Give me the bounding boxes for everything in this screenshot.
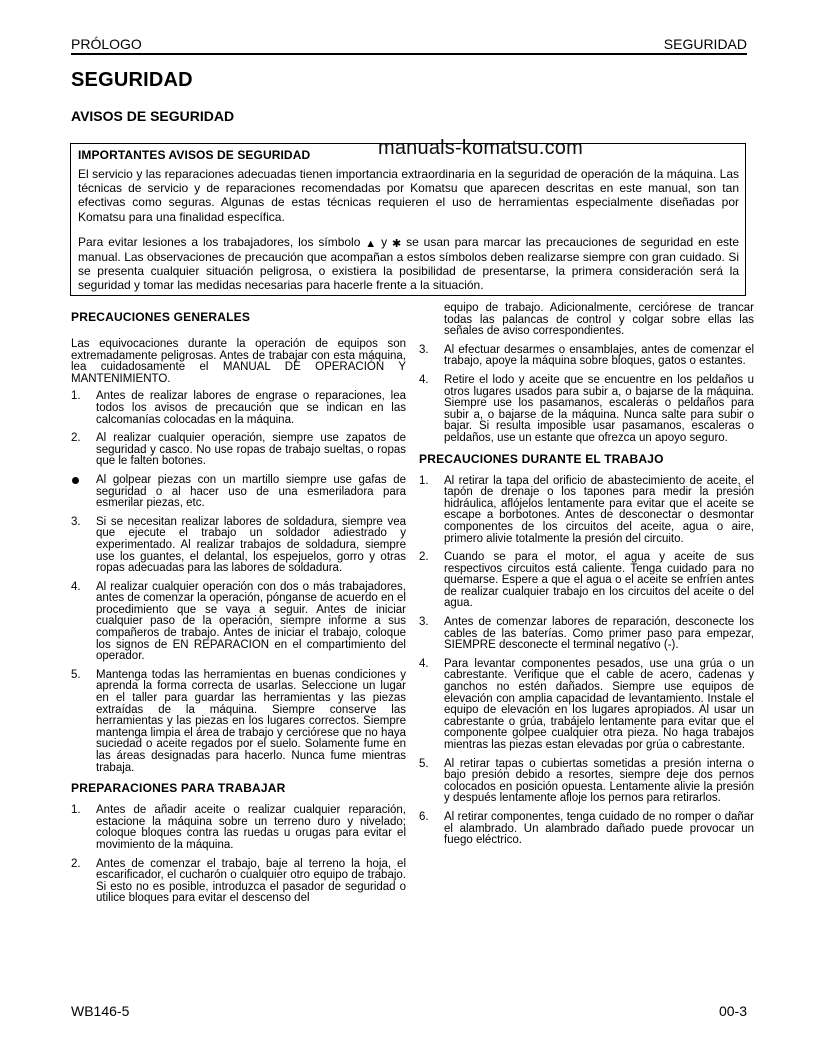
item-text: Al retirar tapas o cubiertas sometidas a presión interna o bajo presión debido a resortes, siempre deje dos pernos colocados en posición opuesta. Lentamente alivie la presión y después lentamente afloje los pernos para retirarlos. [444, 757, 754, 805]
notice-text: y [376, 234, 392, 249]
notice-text: se usan para marcar las precauciones de seguridad en este manual. Las observaciones de precaución que acompañan a estos símbolos deben realizarse siempre con gran cuidado. Si se presenta cualquier situación peligrosa, o existiera la posibilidad de presentarse, la primera consideración será la seguridad y tomar las medidas necesarias para hacerle frente a la situación. [78, 234, 739, 293]
page-subtitle: AVISOS DE SEGURIDAD [71, 108, 235, 124]
list-item [419, 476, 754, 546]
item-number: 3. [419, 343, 429, 356]
item-number: 5. [419, 757, 429, 770]
watermark: manuals-komatsu.com [378, 137, 583, 159]
caution-star-icon: ✱ [391, 237, 402, 250]
header-section: PRÓLOGO [71, 36, 142, 52]
list-item [419, 759, 754, 805]
right-column [419, 303, 754, 854]
item-text: Mantenga todas las herramientas en buenas condiciones y aprenda la forma correcta de usarlas. Seleccione un lugar en el taller para guardar las herramientas y las piezas extraídas de la máquina. Siempre conserve las herramientas y las piezas en los lugares correctos. Siempre mantenga limpia el área de trabajo y cerciórese que no haya suciedad o aceite regados por el suelo. Solamente fume en las áreas designadas para hacerlo. Nunca fume mientras trabaja. [96, 668, 406, 774]
page-footer [71, 1003, 747, 1019]
notice-title: IMPORTANTES AVISOS DE SEGURIDAD [78, 148, 311, 162]
warning-triangle-icon: ▲ [365, 237, 377, 250]
item-text: Al golpear piezas con un martillo siempre use gafas de seguridad o al hacer uso de una esmeriladora para esmerilar piezas, etc. [96, 473, 406, 510]
item-text: Al efectuar desarmes o ensamblajes, antes de comenzar el trabajo, apoye la máquina sobre bloques, gatos o estantes. [444, 343, 754, 368]
header-topic: SEGURIDAD [663, 36, 747, 52]
list-item [71, 391, 406, 426]
item-text: Antes de añadir aceite o realizar cualquier reparación, estacione la máquina sobre un terreno duro y nivelado; coloque bloques contra las ruedas u orugas para evitar el movimiento de la máquina. [96, 804, 406, 851]
item-text: Cuando se para el motor, el agua y aceite de sus respectivos circuitos está caliente. Tenga cuidado para no quemarse. Espere a que el agua o el aceite se enfríen antes de realizar cualquier trabajo en los circuitos del aceite o del agua. [444, 551, 754, 610]
item-number: 4. [419, 373, 429, 386]
item-number: 5. [71, 668, 81, 681]
list-item [71, 517, 406, 575]
item-text: Antes de comenzar el trabajo, baje al terreno la hoja, el escarificador, el cucharón o cualquier otro equipo de trabajo. Si esto no es posible, introduzca el pasador de seguridad o utilice bloques para evitar el descenso del [96, 857, 406, 905]
list-item [71, 475, 406, 510]
item-number: 3. [419, 616, 429, 629]
model-code: WB146-5 [71, 1003, 130, 1019]
important-safety-notice-box [70, 143, 746, 296]
item-continuation: equipo de trabajo. Adicionalmente, cerciórese de trancar todas las palancas de control y colgar sobre ellas las señales de aviso correspondientes. [444, 302, 754, 338]
list-item [71, 433, 406, 468]
item-number: 1. [419, 474, 429, 487]
item-text: Si se necesitan realizar labores de soldadura, siempre vea que ejecute el trabajo un soldador adiestrado y experimentado. Al realizar trabajos de soldadura, siempre use los guantes, el delantal, los espejuelos, gorro y otras ropas adecuadas para las labores de soldadura. [96, 515, 406, 575]
item-number: 1. [71, 804, 81, 817]
left-column [71, 310, 406, 912]
item-number: 6. [419, 810, 429, 823]
list-item [419, 375, 754, 445]
notice-paragraph-2 [78, 235, 739, 293]
item-text: Para levantar componentes pesados, use una grúa o un cabrestante. Verifique que el cable de acero, cadenas y ganchos no estén dañados. Siempre use equipos de elevación con amplia capacidad de levantamiento. Instale el equipo de elevación en los lugares apropiados. Al usar un cabrestante o grúa, trabájelo lentamente para evitar que el componente golpee cualquier otra pieza. No haga trabajos mientras las piezas estan elevadas por grúa o cabrestante. [444, 657, 754, 751]
item-text: Retire el lodo y aceite que se encuentre en los peldaños u otros lugares usados para subir a, o bajarse de la máquina. Siempre use los pasamanos, escaleras o peldaños para subir a, o bajarse de la máquina. Nunca salte para subir o bajar. Si resulta imposible usar pasamanos, escaleras o peldaños, use un estante que ofrezca un apoyo seguro. [444, 373, 754, 444]
list-item [71, 582, 406, 663]
item-number: 2. [71, 432, 81, 445]
list-item [71, 670, 406, 774]
section-heading-during-work: PRECAUCIONES DURANTE EL TRABAJO [419, 451, 664, 466]
item-number: 3. [71, 515, 81, 528]
list-item [419, 617, 754, 652]
item-text: Antes de comenzar labores de reparación, desconecte los cables de las baterías. Como primer paso para empezar, SIEMPRE desconecte el terminal negativo (-). [444, 616, 754, 652]
page-header [71, 35, 747, 55]
section-heading-preparations: PREPARACIONES PARA TRABAJAR [71, 781, 286, 796]
notice-text: Para evitar lesiones a los trabajadores, los símbolo [78, 234, 366, 249]
item-number: 1. [71, 390, 81, 403]
list-item [419, 552, 754, 610]
item-number: 2. [71, 857, 81, 870]
list-item [419, 345, 754, 368]
item-number: 4. [419, 657, 429, 670]
item-text: Al retirar componentes, tenga cuidado de no romper o dañar el alambrado. Un alambrado dañado puede provocar un fuego eléctrico. [444, 810, 754, 847]
item-text: Al realizar cualquier operación con dos o más trabajadores, antes de comenzar la operación, pónganse de acuerdo en el procedimiento que se vaya a seguir. Antes de iniciar cualquier paso de la operación, siempre informe a sus compañeros de trabajo. Antes de iniciar el trabajo, coloque los signos de EN REPARACION en el compartimiento del operador. [96, 580, 406, 663]
notice-paragraph-1: El servicio y las reparaciones adecuadas tienen importancia extraordinaria en la seguridad de operación de la máquina. Las técnicas de servicio y de reparaciones recomendadas por Komatsu que aparecen descritas en este manual, son tan efectivas como seguras. Algunas de estas técnicas requieren el uso de herramientas especialmente diseñadas por Komatsu para una finalidad específica. [78, 167, 739, 224]
item-text: Antes de realizar labores de engrase o reparaciones, lea todos los avisos de precaución que se indican en las calcomanías colocadas en la máquina. [96, 390, 406, 426]
list-item [71, 805, 406, 851]
item-text: Al realizar cualquier operación, siempre use zapatos de seguridad y casco. No use ropas de trabajo sueltas, o ropas que le falten botones. [96, 432, 406, 468]
list-item [71, 859, 406, 905]
general-intro: Las equivocaciones durante la operación de equipos son extremadamente peligrosas. Antes de trabajar con esta máquina, lea cuidadosamente el MANUAL DE OPERACIÓN Y MANTENIMIENTO. [71, 338, 406, 385]
item-number: 2. [419, 551, 429, 564]
page-title: SEGURIDAD [71, 69, 193, 91]
page-number: 00-3 [718, 1003, 747, 1019]
list-item [419, 659, 754, 752]
bullet-icon [71, 475, 96, 510]
item-number: 4. [71, 580, 81, 593]
item-text: Al retirar la tapa del orificio de abastecimiento de aceite, el tapón de drenaje o los tapones para medir la presión hidráulica, aflójelos lentamente para evitar que el aceite se escape a borbotones. Antes de desconectar o desmontar componentes de los circuitos del aceite, agua o aire, primero alivie totalmente la presión del circuito. [444, 474, 754, 545]
list-item [419, 812, 754, 847]
section-heading-general: PRECAUCIONES GENERALES [71, 310, 251, 324]
